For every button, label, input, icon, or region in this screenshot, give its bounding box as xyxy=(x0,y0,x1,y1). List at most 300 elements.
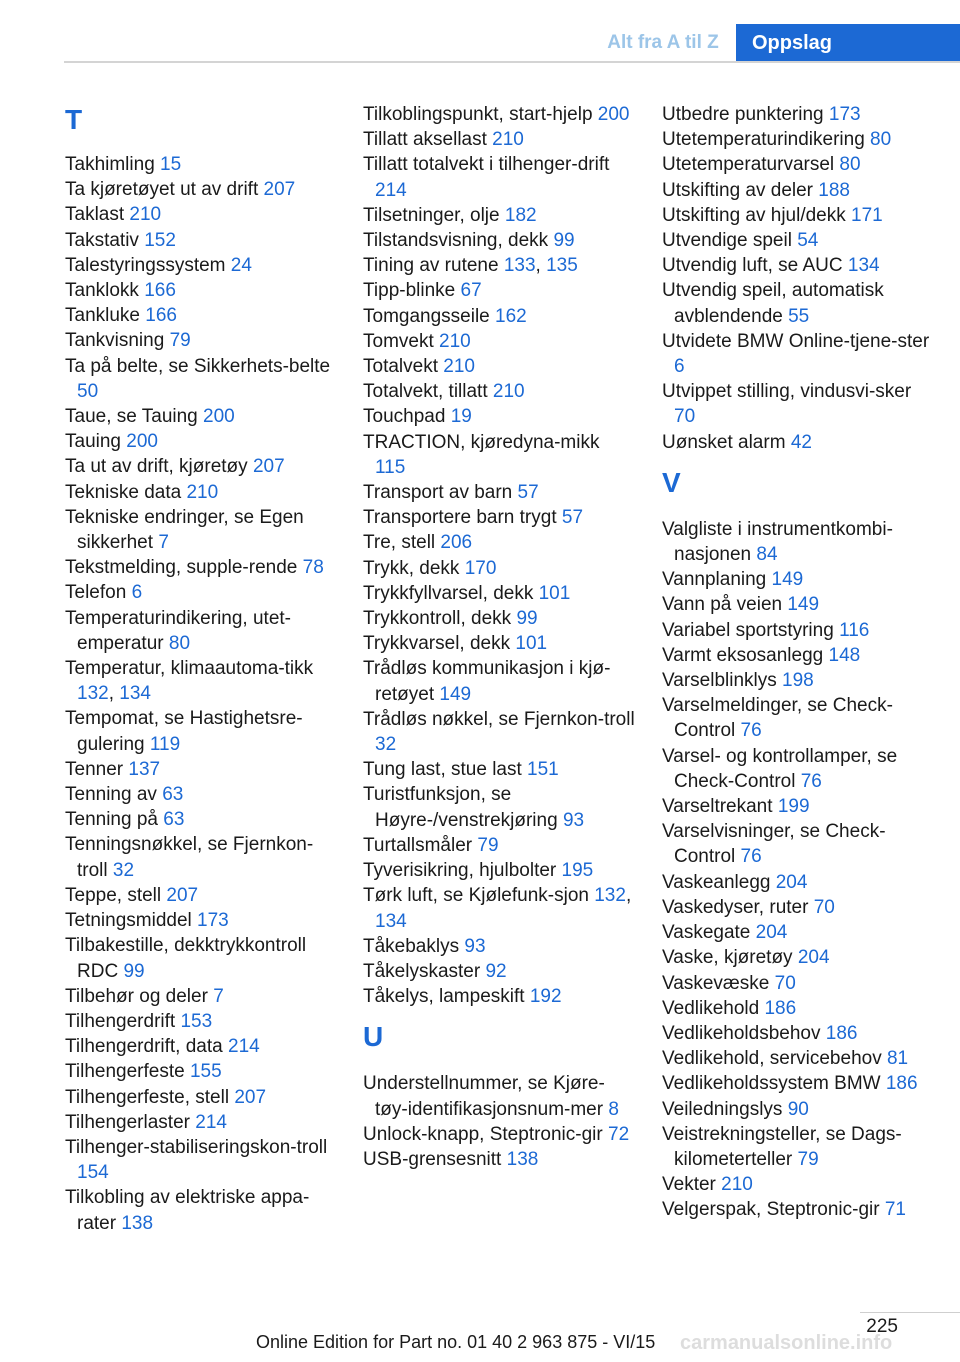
page-reference-link[interactable]: 78 xyxy=(302,557,324,579)
index-entry-term: Takstativ xyxy=(65,229,139,251)
index-entry-term: Understellnummer, se Kjøre-tøy-identifikasjonsnum-mer xyxy=(363,1073,605,1120)
index-entry xyxy=(662,517,934,567)
index-entry xyxy=(65,706,337,756)
index-entry-term: Temperatur, klimaautoma-tikk xyxy=(65,658,314,680)
page-reference-link[interactable]: 79 xyxy=(169,330,191,352)
page-reference-link[interactable]: 57 xyxy=(517,482,539,504)
index-entry xyxy=(363,631,635,656)
index-entry-term: Veistrekningsteller, se Dags-kilometerteller xyxy=(662,1123,902,1170)
page-reference-link[interactable]: 134 xyxy=(847,255,880,277)
page-reference-link[interactable]: 92 xyxy=(485,960,507,982)
index-entry xyxy=(662,1071,934,1096)
page-reference-link[interactable]: 186 xyxy=(885,1073,918,1095)
index-entry xyxy=(662,152,934,177)
index-entry-term: Vaske, kjøretøy xyxy=(662,947,793,969)
page-reference-link[interactable]: 50 xyxy=(77,380,99,402)
index-entry-term: Ta ut av drift, kjøretøy xyxy=(65,456,248,478)
page-reference-link[interactable]: 101 xyxy=(538,582,571,604)
index-entry-term: Tilkoblingspunkt, start-hjelp xyxy=(363,104,593,125)
index-entry xyxy=(662,1122,934,1172)
page-reference-link[interactable]: 84 xyxy=(756,544,778,566)
index-entry-term: Totalvekt, tillatt xyxy=(363,381,488,403)
page-reference-link[interactable]: 132 xyxy=(594,885,626,907)
index-entry xyxy=(65,1135,337,1185)
index-letter-heading: U xyxy=(363,1021,384,1053)
page-reference-link[interactable]: 99 xyxy=(553,230,575,252)
index-entry-term: Tekstmelding, supple-rende xyxy=(65,557,298,579)
page-reference-link[interactable]: 80 xyxy=(168,632,191,654)
page-reference-link[interactable]: 70 xyxy=(774,972,796,994)
page-reference-link[interactable]: 81 xyxy=(886,1048,909,1070)
index-entry-term: Taklast xyxy=(65,204,125,226)
index-entry xyxy=(662,1046,934,1071)
index-entry-term: Utetemperaturvarsel xyxy=(662,154,835,176)
page-reference-link[interactable]: 214 xyxy=(375,179,407,201)
page-reference-link[interactable]: 186 xyxy=(825,1022,858,1044)
page-reference-link[interactable]: 63 xyxy=(163,809,185,831)
index-entry-term: Vedlikehold, servicebehov xyxy=(662,1048,882,1070)
index-entry xyxy=(65,303,337,328)
index-entry-term: Trådløs kommunikasjon i kjø-retøyet xyxy=(363,658,611,705)
index-entry-term: Tilbehør og deler xyxy=(65,985,208,1007)
index-entry-term: Trykkvarsel, dekk xyxy=(363,633,511,655)
index-entry xyxy=(65,1110,337,1135)
page-reference-link[interactable]: 42 xyxy=(790,431,812,453)
index-entry-term: Vannplaning xyxy=(662,569,767,591)
page-reference-link[interactable]: 192 xyxy=(529,986,562,1008)
index-entry-term: Tekniske endringer, se Egen sikkerhet xyxy=(65,506,304,554)
index-entry xyxy=(65,505,337,555)
index-entry-term: Varmt eksosanlegg xyxy=(662,644,824,666)
index-entry-term: Temperaturindikering, utet-emperatur xyxy=(65,607,291,654)
page-reference-link[interactable]: 210 xyxy=(443,356,475,378)
index-entry-term: Talestyringssystem xyxy=(65,254,226,276)
page-reference-link[interactable]: 153 xyxy=(180,1010,213,1032)
index-entry xyxy=(363,430,635,480)
index-entry-term: Tenningsnøkkel, se Fjernkon-troll xyxy=(65,834,314,881)
index-entry xyxy=(65,782,337,807)
index-entry-term: Tenning på xyxy=(65,809,158,831)
page-reference-link[interactable]: 173 xyxy=(197,910,229,932)
index-entry-term: Tilsetninger, olje xyxy=(363,204,500,226)
index-entry xyxy=(65,228,337,253)
index-entry xyxy=(662,228,934,253)
index-entry xyxy=(363,152,635,202)
index-entry-term: USB-grensesnitt xyxy=(363,1148,502,1170)
page-reference-link[interactable]: 207 xyxy=(166,884,199,906)
index-entry-term: Vaskeanlegg xyxy=(662,871,771,893)
page-reference-link[interactable]: 76 xyxy=(740,720,762,742)
index-entry-term: Trykk, dekk xyxy=(363,557,460,579)
page-reference-link[interactable]: 186 xyxy=(764,997,797,1019)
index-entry xyxy=(662,203,934,228)
index-entry-term: TRACTION, kjøredyna-mikk xyxy=(363,431,600,453)
page-reference-link[interactable]: 32 xyxy=(375,734,397,756)
page-reference-link[interactable]: 119 xyxy=(149,733,181,755)
index-entry xyxy=(662,971,934,996)
index-entry-term: Variabel sportstyring xyxy=(662,619,834,641)
page-reference-link[interactable]: 134 xyxy=(119,683,151,705)
index-entry-term: Utbedre punktering xyxy=(662,104,824,125)
page-reference-link[interactable]: 67 xyxy=(460,280,482,302)
page-reference-link[interactable]: 115 xyxy=(375,456,406,478)
page-reference-link[interactable]: 170 xyxy=(464,557,497,579)
index-entry-term: Ta på belte, se Sikkerhets-belte xyxy=(65,355,331,377)
index-entry xyxy=(363,656,635,706)
page-reference-link[interactable]: 207 xyxy=(234,1086,267,1108)
index-entry-term: Vaskegate xyxy=(662,922,751,944)
index-column-2 xyxy=(363,102,635,1172)
index-entry-term: Utskifting av hjul/dekk xyxy=(662,204,846,226)
index-entry-term: Tekniske data xyxy=(65,481,182,503)
page-reference-link[interactable]: 149 xyxy=(771,569,804,591)
index-entry xyxy=(65,1009,337,1034)
page-reference-link[interactable]: 93 xyxy=(464,935,486,957)
index-entry xyxy=(65,807,337,832)
page-reference-link[interactable]: 55 xyxy=(788,305,810,327)
index-entry xyxy=(363,606,635,631)
index-entry xyxy=(363,581,635,606)
page-reference-link[interactable]: 54 xyxy=(797,230,819,252)
index-entry xyxy=(65,757,337,782)
index-entry xyxy=(363,833,635,858)
index-entry xyxy=(65,202,337,227)
page-reference-link[interactable]: 72 xyxy=(608,1123,630,1145)
index-entry-term: Tanklokk xyxy=(65,280,139,302)
index-entry xyxy=(65,984,337,1009)
page-reference-link[interactable]: 79 xyxy=(797,1148,819,1170)
index-entry-term: Trykkontroll, dekk xyxy=(363,608,512,630)
index-entry xyxy=(363,757,635,782)
section-title: Alt fra A til Z xyxy=(607,32,719,53)
index-entry-term: Tåkelyskaster xyxy=(363,960,481,982)
page-reference-link[interactable]: 24 xyxy=(230,254,252,276)
index-entry xyxy=(65,580,337,605)
index-entry xyxy=(662,794,934,819)
index-entry xyxy=(662,920,934,945)
page-reference-link[interactable]: 199 xyxy=(777,796,810,818)
page-reference-link[interactable]: 71 xyxy=(884,1199,906,1221)
page-reference-link[interactable]: 57 xyxy=(561,507,584,529)
index-entry xyxy=(363,102,635,127)
index-entry xyxy=(65,555,337,580)
index-entry xyxy=(363,329,635,354)
index-entry-term: Tillatt totalvekt i tilhenger-drift xyxy=(363,154,610,176)
index-entry-term: Tining av rutene xyxy=(363,255,499,277)
page-reference-link[interactable]: 200 xyxy=(597,104,630,125)
index-entry xyxy=(65,278,337,303)
index-entry-term: Tilhengerfeste, stell xyxy=(65,1086,230,1108)
index-entry-term: Turistfunksjon, se Høyre-/venstrekjøring xyxy=(363,784,558,831)
index-entry xyxy=(363,984,635,1009)
index-entry-term: Ta kjøretøyet ut av drift xyxy=(65,179,259,201)
header-divider xyxy=(64,61,960,63)
page-reference-link[interactable]: 152 xyxy=(144,229,176,251)
index-entry-term: Utetemperaturindikering xyxy=(662,129,865,151)
index-entry-term: Unlock-knapp, Steptronic-gir xyxy=(363,1123,603,1145)
page-reference-link[interactable]: 138 xyxy=(506,1148,539,1170)
page-reference-link[interactable]: 207 xyxy=(263,179,296,201)
index-entry-term: Transportere barn trygt xyxy=(363,507,557,529)
page-reference-link[interactable]: 171 xyxy=(851,204,883,226)
page-reference-link[interactable]: 79 xyxy=(477,834,499,856)
page-reference-link[interactable]: 76 xyxy=(740,846,762,868)
index-entry-term: Utvendige speil xyxy=(662,230,792,252)
page-reference-link[interactable]: 155 xyxy=(189,1061,222,1083)
page-reference-link[interactable]: 210 xyxy=(492,129,524,151)
page-reference-link[interactable]: 99 xyxy=(123,960,145,982)
index-entry-term: Tørk luft, se Kjølefunk-sjon xyxy=(363,885,589,907)
page-reference-link[interactable]: 204 xyxy=(797,947,830,969)
index-entry xyxy=(662,329,934,379)
index-entry-term: Tilhengerdrift xyxy=(65,1010,176,1032)
index-entry-term: Valgliste i instrumentkombi-nasjonen xyxy=(662,518,893,566)
index-entry-term: Tilkobling av elektriske appa-rater xyxy=(65,1187,310,1234)
page-reference-link[interactable]: 99 xyxy=(516,608,538,630)
index-entry-term: Vedlikeholdsbehov xyxy=(662,1022,821,1044)
page-reference-link[interactable]: 70 xyxy=(674,406,696,428)
index-entry-term: Tilbakestille, dekktrykkontroll RDC xyxy=(65,935,307,982)
index-entry-term: Utskifting av deler xyxy=(662,179,814,201)
page-reference-link[interactable]: 166 xyxy=(144,280,176,302)
page-reference-link[interactable]: 188 xyxy=(818,179,850,201)
page-reference-link[interactable]: 6 xyxy=(674,356,685,378)
index-entry xyxy=(65,933,337,983)
index-column-3 xyxy=(662,102,934,1223)
page-reference-link[interactable]: 214 xyxy=(228,1036,260,1058)
edition-line: Online Edition for Part no. 01 40 2 963 875 - VI/15 xyxy=(256,1332,656,1352)
chapter-tab: Oppslag xyxy=(736,24,960,62)
page-reference-link[interactable]: 32 xyxy=(112,859,135,881)
index-entry xyxy=(662,945,934,970)
page-reference-link[interactable]: 204 xyxy=(775,871,808,893)
index-entry-term: Turtallsmåler xyxy=(363,834,473,856)
index-entry xyxy=(65,1059,337,1084)
index-entry xyxy=(363,203,635,228)
index-entry xyxy=(363,228,635,253)
page-reference-link[interactable]: 90 xyxy=(787,1098,809,1120)
index-entry xyxy=(363,278,635,303)
index-entry-term: Tempomat, se Hastighetsre-gulering xyxy=(65,708,303,755)
page-reference-link[interactable]: 182 xyxy=(504,204,537,226)
index-entry-term: Tetningsmiddel xyxy=(65,910,192,932)
page-reference-link[interactable]: 200 xyxy=(126,431,158,453)
page-reference-link[interactable]: 138 xyxy=(121,1212,154,1234)
page-number: 225 xyxy=(866,1316,898,1337)
index-entry xyxy=(65,832,337,882)
page-reference-link[interactable]: 19 xyxy=(450,406,472,428)
index-entry-term: Trådløs nøkkel, se Fjernkon-troll xyxy=(363,708,635,730)
page-reference-link[interactable]: 7 xyxy=(213,985,224,1007)
page-reference-link[interactable]: 210 xyxy=(439,330,471,352)
page-reference-link[interactable]: 15 xyxy=(160,154,182,175)
index-entry-term: Tilhenger-stabiliseringskon-troll xyxy=(65,1136,328,1158)
page-reference-link[interactable]: 93 xyxy=(562,809,585,831)
index-entry-term: Tipp-blinke xyxy=(363,280,456,302)
page-reference-link[interactable]: 154 xyxy=(77,1162,109,1184)
index-entry-term: Takhimling xyxy=(65,154,155,175)
page-reference-link[interactable]: 132 xyxy=(77,683,109,705)
index-entry xyxy=(662,1197,934,1222)
index-entry-term: Tilhengerlaster xyxy=(65,1111,190,1133)
index-entry-term: Vaskevæske xyxy=(662,972,770,994)
index-entry xyxy=(662,895,934,920)
index-entry-term: Teppe, stell xyxy=(65,884,162,906)
index-entry xyxy=(65,429,337,454)
index-entry xyxy=(662,643,934,668)
index-letter-heading: V xyxy=(662,466,681,498)
index-entry xyxy=(65,152,337,177)
page-reference-link[interactable]: 162 xyxy=(495,305,527,327)
index-entry xyxy=(65,1034,337,1059)
index-entry xyxy=(65,328,337,353)
page-reference-link[interactable]: 210 xyxy=(186,481,219,503)
index-entry xyxy=(662,278,934,328)
index-entry xyxy=(363,304,635,329)
index-entry xyxy=(65,454,337,479)
index-entry xyxy=(363,556,635,581)
index-letter-heading: T xyxy=(65,104,83,135)
index-column-1 xyxy=(65,102,337,1236)
index-entry-term: Utvendig speil, automatisk avblendende xyxy=(662,280,884,327)
page-reference-link[interactable]: 210 xyxy=(721,1174,753,1196)
index-entry-term: Vaskedyser, ruter xyxy=(662,896,809,918)
page-reference-link[interactable]: 149 xyxy=(787,594,820,616)
index-entry xyxy=(662,178,934,203)
index-entry-term: Utvendig luft, se AUC xyxy=(662,255,843,277)
page-reference-link[interactable]: 101 xyxy=(515,633,548,655)
index-entry xyxy=(65,883,337,908)
index-entry xyxy=(662,819,934,869)
page-reference-link[interactable]: 7 xyxy=(158,532,169,554)
page-reference-link[interactable]: 166 xyxy=(145,305,177,327)
page-reference-link[interactable]: 198 xyxy=(782,670,814,692)
index-entry-term: Tilhengerfeste xyxy=(65,1061,185,1083)
index-entry: Tørk luft, se Kjølefunk-sjon 132, 134 xyxy=(363,885,632,932)
index-entry-term: Tyverisikring, hjulbolter xyxy=(363,860,557,882)
index-entry-term: Varselmeldinger, se Check-Control xyxy=(662,695,893,742)
page-reference-link[interactable]: 135 xyxy=(546,255,578,277)
page-reference-link[interactable]: 6 xyxy=(131,582,143,604)
index-entry xyxy=(662,996,934,1021)
page-header xyxy=(0,0,960,62)
index-entry-term: Vekter xyxy=(662,1174,716,1196)
index-entry-term: Utvippet stilling, vindusvi-sker xyxy=(662,381,912,403)
index-entry xyxy=(363,354,635,379)
index-entry: Temperatur, klimaautoma-tikk 132, 134 xyxy=(65,658,314,705)
index-entry xyxy=(363,1147,635,1172)
page-reference-link[interactable]: 210 xyxy=(492,381,525,403)
index-entry xyxy=(65,354,337,404)
index-entry-term: Tilstandsvisning, dekk xyxy=(363,230,549,252)
index-entry xyxy=(662,102,934,127)
index-entry xyxy=(363,127,635,152)
index-entry xyxy=(65,908,337,933)
index-entry xyxy=(65,1085,337,1110)
index-entry-term: Veiledningslys xyxy=(662,1098,783,1120)
index-entry-term: Taue, se Tauing xyxy=(65,406,198,428)
index-entry-term: Touchpad xyxy=(363,406,446,428)
index-entry-term: Tilhengerdrift, data xyxy=(65,1036,223,1058)
index-entry xyxy=(65,606,337,656)
index-entry-term: Tankluke xyxy=(65,305,140,327)
page-reference-link[interactable]: 214 xyxy=(195,1111,227,1133)
index-entry-term: Tomvekt xyxy=(363,330,434,352)
page-reference-link[interactable]: 200 xyxy=(203,406,235,428)
index-entry-term: Trykkfyllvarsel, dekk xyxy=(363,582,534,604)
index-entry xyxy=(363,379,635,404)
index-entry-term: Varselblinklys xyxy=(662,670,777,692)
index-entry-term: Tillatt aksellast xyxy=(363,129,487,151)
page-reference-link[interactable]: 63 xyxy=(162,784,184,806)
index-entry: Tining av rutene 133, 135 xyxy=(363,255,578,277)
page-reference-link[interactable]: 148 xyxy=(828,644,861,666)
index-entry xyxy=(65,1185,337,1235)
page-reference-link[interactable]: 206 xyxy=(440,532,473,554)
index-entry xyxy=(662,1097,934,1122)
page-reference-link[interactable]: 210 xyxy=(129,204,162,226)
index-entry-term: Tung last, stue last xyxy=(363,759,522,781)
index-entry-term: Tankvisning xyxy=(65,330,165,352)
index-entry-term: Uønsket alarm xyxy=(662,431,786,453)
index-entry xyxy=(662,430,934,455)
index-entry-term: Varselvisninger, se Check-Control xyxy=(662,821,886,868)
index-entry xyxy=(662,1021,934,1046)
page-reference-link[interactable]: 173 xyxy=(828,104,861,125)
index-entry xyxy=(363,1071,635,1121)
page-reference-link[interactable]: 195 xyxy=(561,860,594,882)
page-reference-link[interactable]: 133 xyxy=(503,255,536,277)
page-reference-link[interactable]: 204 xyxy=(755,922,788,944)
index-entry xyxy=(363,530,635,555)
index-entry xyxy=(363,404,635,429)
page-reference-link[interactable]: 149 xyxy=(439,683,472,705)
page-reference-link[interactable]: 151 xyxy=(527,759,559,781)
index-entry-term: Velgerspak, Steptronic-gir xyxy=(662,1199,880,1221)
page-reference-link[interactable]: 8 xyxy=(608,1098,619,1120)
index-entry-term: Vann på veien xyxy=(662,594,783,616)
footer-divider xyxy=(860,1312,960,1313)
index-entry xyxy=(65,177,337,202)
page-reference-link[interactable]: 116 xyxy=(839,619,870,641)
index-entry xyxy=(662,1172,934,1197)
index-entry xyxy=(363,707,635,757)
index-entry-term: Tåkelys, lampeskift xyxy=(363,986,525,1008)
page-reference-link[interactable]: 137 xyxy=(128,758,161,780)
page-reference-link[interactable]: 134 xyxy=(375,910,407,932)
index-entry xyxy=(662,693,934,743)
index-entry xyxy=(65,404,337,429)
page-reference-link[interactable]: 70 xyxy=(813,896,835,918)
index-entry xyxy=(662,253,934,278)
page-reference-link[interactable]: 80 xyxy=(839,154,861,176)
index-entry-term: Telefon xyxy=(65,582,127,604)
page-reference-link[interactable]: 76 xyxy=(800,770,822,792)
index-entry xyxy=(363,1122,635,1147)
page-reference-link[interactable]: 80 xyxy=(870,129,892,151)
index-entry xyxy=(363,858,635,883)
index-entry xyxy=(363,782,635,832)
index-entry-term: Vedlikeholdssystem BMW xyxy=(662,1073,881,1095)
index-entry xyxy=(662,618,934,643)
index-entry xyxy=(662,127,934,152)
index-entry xyxy=(662,744,934,794)
page-reference-link[interactable]: 207 xyxy=(252,456,285,478)
index-entry-term: Totalvekt xyxy=(363,356,438,378)
index-entry-term: Varseltrekant xyxy=(662,796,773,818)
index-entry xyxy=(662,379,934,429)
index-entry-term: Tauing xyxy=(65,431,121,453)
